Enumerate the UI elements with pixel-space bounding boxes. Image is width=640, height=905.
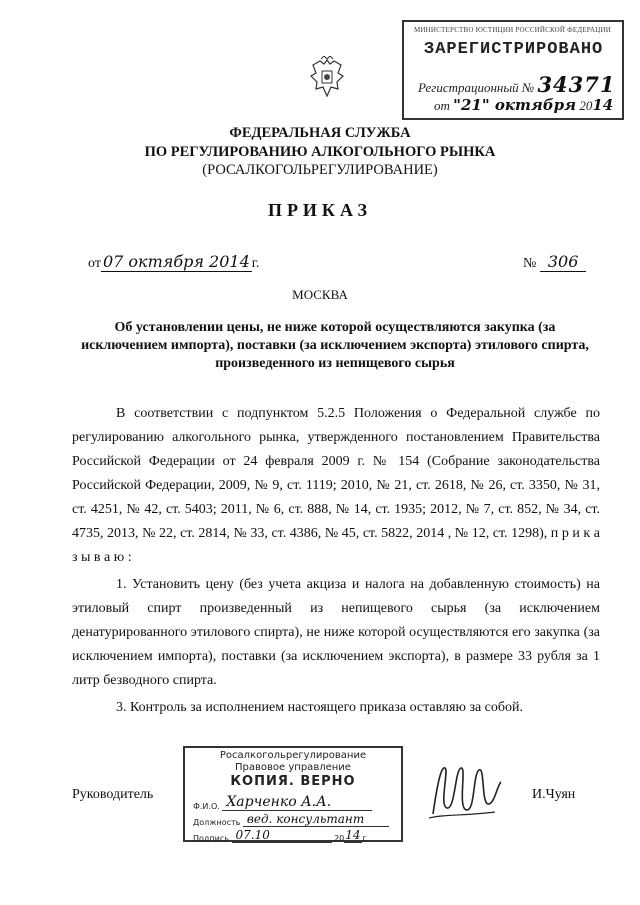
stamp-reg-number: 34371	[537, 72, 616, 97]
copy-stamp-year-end: г.	[362, 834, 370, 843]
copy-stamp-fio-value: Харченко А.А.	[226, 794, 332, 810]
order-date	[88, 252, 259, 272]
stamp-reg-date-row	[434, 96, 613, 114]
header-line-1: ФЕДЕРАЛЬНАЯ СЛУЖБА	[229, 125, 411, 141]
copy-stamp-title: КОПИЯ. ВЕРНО	[230, 774, 356, 789]
copy-stamp-org: Росалкогольрегулирование	[219, 750, 367, 761]
copy-certified-stamp	[183, 746, 403, 842]
stamp-reg-number-row	[418, 72, 616, 97]
city: МОСКВА	[292, 287, 348, 302]
copy-stamp-position-row	[193, 812, 389, 827]
item-3-paragraph: 3. Контроль за исполнением настоящего приказа оставляю за собой.	[116, 700, 524, 715]
stamp-year-suffix: 20	[579, 98, 593, 113]
order-body	[72, 402, 600, 720]
stamp-year-handwritten: 14	[592, 96, 614, 114]
copy-stamp-year-suffix: 20	[334, 834, 345, 843]
signatory-name: И.Чуян	[532, 787, 576, 802]
stamp-reg-label: Регистрационный №	[418, 80, 535, 95]
stamp-ministry-text: МИНИСТЕРСТВО ЮСТИЦИИ РОССИЙСКОЙ ФЕДЕРАЦИИ	[414, 26, 611, 34]
coat-of-arms-emblem	[308, 56, 346, 100]
agency-header	[0, 124, 640, 180]
order-date-prefix: от	[88, 256, 101, 271]
copy-stamp-sign-row	[193, 828, 369, 843]
copy-stamp-fio-row	[193, 794, 372, 811]
document-type: ПРИКАЗ	[267, 200, 373, 220]
preamble-paragraph: В соответствии с подпунктом 5.2.5 Положения о Федеральной службе по регулированию алкогольного рынка, утвержденного постановлением Правительства Российской Федерации от 24 февраля 2009 г. № 154 (Собрание законодательства Российской Федерации, 2009, № 9, ст. 1119; 2010, № 21, ст. 2618, № 26, ст. 3350, № 31, ст. 4251, № 42, ст. 5403; 2011, № 6, ст. 888, № 14, ст. 1935; 2012, № 7, ст. 852, № 34, ст. 4735, 2013, № 22, ст. 2814, № 33, ст. 4386, № 45, ст. 5822, 2014 , № 12, ст. 1298), п р и к а з ы в а ю :	[72, 406, 600, 565]
order-date-suffix: г.	[251, 256, 260, 271]
copy-stamp-dept: Правовое управление	[235, 762, 351, 773]
copy-stamp-sign-label: Подпись	[193, 834, 229, 843]
handwritten-signature	[425, 756, 505, 826]
order-number-label: №	[523, 256, 537, 271]
copy-stamp-fio-label: Ф.И.О.	[193, 802, 220, 811]
item-1-paragraph: 1. Установить цену (без учета акциза и налога на добавленную стоимость) на этиловый спирт произведенный из непищевого сырья (за исключением денатурированного этилового спирта), не ниже которой осуществляются его закупка (за исключением импорта), поставки (за исключением экспорта), в размере 33 рубля за 1 литр безводного спирта.	[72, 577, 600, 688]
stamp-date-handwritten: "21" октября	[453, 96, 577, 114]
order-title: Об установлении цены, не ниже которой осуществляются закупка (за исключением импорта), поставки (за исключением экспорта) этилового спирта, произведенного из непищевого сырья	[81, 320, 589, 371]
signatory-title: Руководитель	[72, 787, 154, 802]
stamp-date-prefix: от	[434, 98, 450, 113]
stamp-registered-title: ЗАРЕГИСТРИРОВАНО	[424, 40, 604, 59]
copy-stamp-position-value: вед. консультант	[246, 812, 365, 826]
registration-stamp	[402, 20, 624, 120]
header-line-3: (РОСАЛКОГОЛЬРЕГУЛИРОВАНИЕ)	[202, 162, 438, 178]
order-number	[523, 252, 586, 272]
copy-stamp-year-value: 14	[345, 828, 361, 842]
order-number-handwritten: 306	[540, 252, 587, 272]
order-date-handwritten: 07 октября 2014	[102, 252, 250, 271]
copy-stamp-position-label: Должность	[193, 818, 241, 827]
header-line-2: ПО РЕГУЛИРОВАНИЮ АЛКОГОЛЬНОГО РЫНКА	[144, 143, 496, 160]
copy-stamp-sign-value: 07.10	[235, 828, 270, 842]
